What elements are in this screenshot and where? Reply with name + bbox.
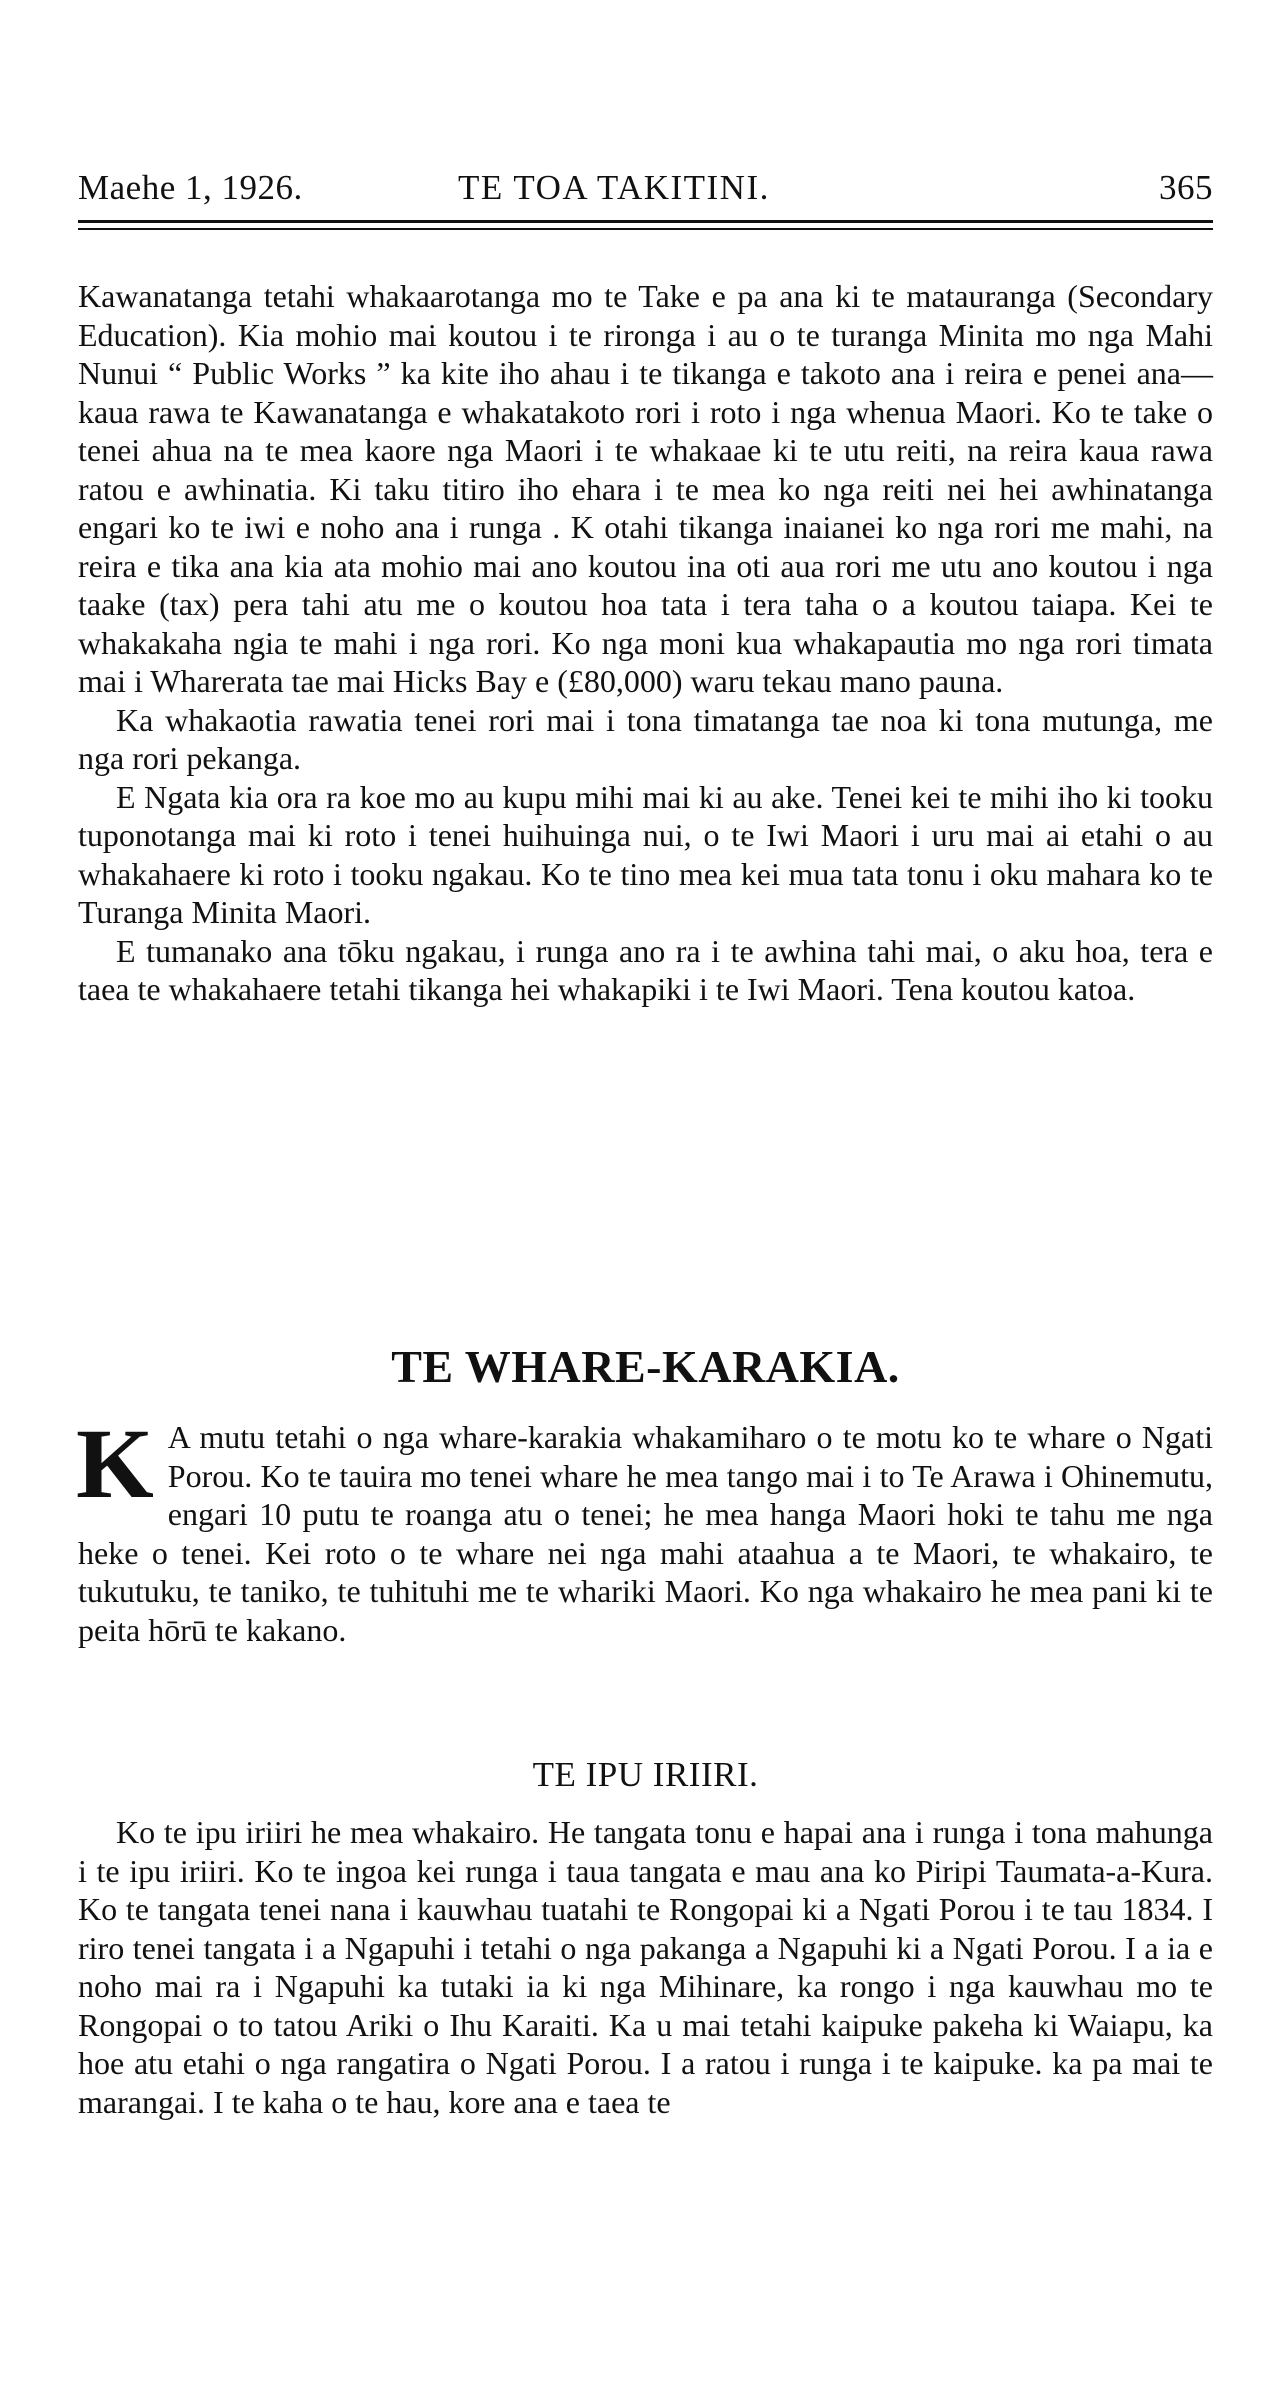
header-rule-thick bbox=[78, 220, 1213, 223]
header-rule-thin bbox=[78, 228, 1213, 230]
page-number: 365 bbox=[1159, 168, 1213, 207]
paragraph: E tumanako ana tōku ngakau, i runga ano ra i te awhina tahi mai, o aku hoa, tera e taea te whakahaere tetahi tikanga hei whakapiki i te Iwi Maori. Tena koutou katoa. bbox=[78, 932, 1213, 1007]
issue-date: Maehe 1, 1926. bbox=[78, 168, 303, 207]
paragraph: Ka whakaotia rawatia tenei rori mai i tona timatanga tae noa ki tona mutunga, me nga rori pekanga. bbox=[78, 701, 1213, 776]
paragraph-body: A mutu tetahi o nga whare-karakia whakamiharo o te motu ko te whare o Ngati Porou. Ko te tauira mo tenei whare he mea tango mai i to Te Arawa i Ohinemutu, engari 10 putu te roanga atu o tenei; he mea hanga Maori hoki te tahu me nga heke o tenei. Kei roto o te whare nei nga mahi ataahua a te Maori, te whakairo, te tukutuku, te taniko, te tuhituhi me te whariki Maori. Ko nga whakairo he mea pani ki te peita hōrū te kakano. bbox=[78, 1419, 1213, 1648]
article-ipu-iriiri bbox=[78, 1813, 1213, 2121]
article-whare-karakia bbox=[76, 1408, 1213, 1649]
publication-title: TE TOA TAKITINI. bbox=[458, 168, 770, 207]
paragraph: E Ngata kia ora ra koe mo au kupu mihi mai ki au ake. Tenei kei te mihi iho ki tooku tuponotanga mai ki roto i tenei huihuinga nui, o te Iwi Maori i uru mai ai etahi o au whakahaere ki roto i tooku ngakau. Ko te tino mea kei mua tata tonu i oku mahara ko te Turanga Minita Maori. bbox=[78, 778, 1213, 930]
article-continuation bbox=[78, 277, 1213, 1009]
paragraph bbox=[76, 1408, 1213, 1649]
paragraph: Kawanatanga tetahi whakaarotanga mo te Take e pa ana ki te matauranga (Secondary Education). Kia mohio mai koutou i te rironga i au o te turanga Minita mo nga Mahi Nunui “ Public Works ” ka kite iho ahau i te tikanga e takoto ana i reira e penei ana—kaua rawa te Kawanatanga e whakatakoto rori i roto i nga whenua Maori. Ko te take o tenei ahua na te mea kaore nga Maori i te whakaae ki te utu reiti, na reira kaua rawa ratou e awhinatia. Ki taku titiro iho ehara i te mea ko nga reiti nei hei awhinatanga engari ko te iwi e noho ana i runga . K otahi tikanga inaianei ko nga rori me mahi, na reira e tika ana kia ata mohio mai ano koutou ina oti aua rori me utu ano koutou i nga taake (tax) pera tahi atu me o koutou hoa tata i tera taha o a koutou taiapa. Kei te whakakaha ngia te mahi i nga rori. Ko nga moni kua whakapautia mo nga rori timata mai i Wharerata tae mai Hicks Bay e (£80,000) waru tekau mano pauna. bbox=[78, 278, 1213, 699]
paragraph: Ko te ipu iriiri he mea whakairo. He tangata tonu e hapai ana i runga i tona mahunga i te ipu iriiri. Ko te ingoa kei runga i taua tangata e mau ana ko Piripi Taumata-a-Kura. Ko te tangata tenei nana i kauwhau tuatahi te Rongopai ki a Ngati Porou i te tau 1834. I riro tenei tangata i a Ngapuhi i tetahi o nga pakanga a Ngapuhi ki a Ngati Porou. I a ia e noho mai ra i Ngapuhi ka tutaki ia ki nga Mihinare, ka rongo i nga kauwhau mo te Rongopai o to tatou Ariki o Ihu Karaiti. Ka u mai tetahi kaipuke pakeha ki Waiapu, ka hoe atu etahi o nga rangatira o Ngati Porou. I a ratou i runga i te kaipuke. ka pa mai te marangai. I te kaha o te hau, kore ana e taea te bbox=[78, 1814, 1213, 2120]
running-head bbox=[78, 168, 1213, 212]
drop-cap: K bbox=[76, 1408, 154, 1519]
section-heading-ipu-iriiri: TE IPU IRIIRI. bbox=[532, 1755, 759, 1794]
section-heading-whare-karakia: TE WHARE-KARAKIA. bbox=[391, 1341, 900, 1392]
